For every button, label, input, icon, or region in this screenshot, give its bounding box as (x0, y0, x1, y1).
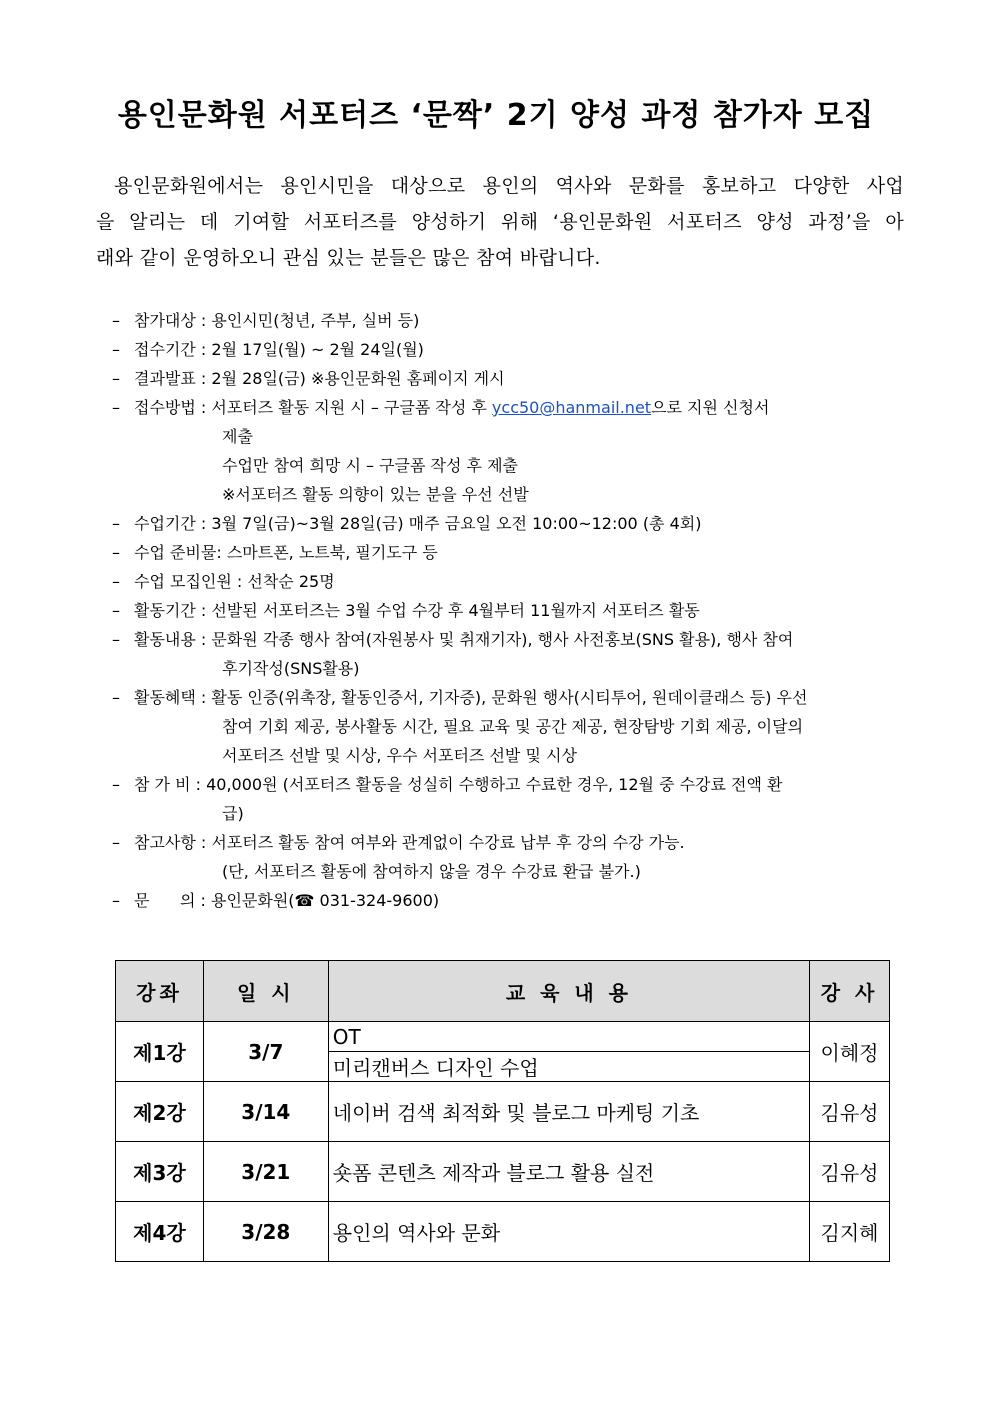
info-benefit-cont-1: 참여 기회 제공, 봉사활동 시간, 필요 교육 및 공간 제공, 현장탐방 기회 제공, 이달의 (222, 717, 804, 736)
page-title: 용인문화원 서포터즈 ‘문짝’ 2기 양성 과정 참가자 모집 (117, 98, 875, 133)
header-date: 일 시 (203, 961, 328, 1022)
intro-line-3 (96, 240, 904, 276)
table-row (116, 1022, 890, 1052)
intro-text-3: 래와 같이 운영하오니 관심 있는 분들은 많은 참여 바랍니다. (96, 247, 601, 269)
info-method-label: 접수방법 : (134, 398, 212, 417)
cell-instructor: 김지혜 (810, 1202, 890, 1262)
bullet-dash: – (112, 891, 120, 910)
intro-text-2: 을 알리는 데 기여할 서포터즈를 양성하기 위해 ‘용인문화원 서포터즈 양성 과정’을 아 (96, 211, 904, 233)
info-capacity: 수업 모집인원 : 선착순 25명 (134, 572, 335, 591)
list-item-fee (112, 770, 902, 799)
cell-instructor: 김유성 (810, 1142, 890, 1202)
info-note: 참고사항 : 서포터즈 활동 참여 여부와 관계없이 수강료 납부 후 강의 수강 가능. (134, 833, 685, 852)
info-list (112, 306, 902, 915)
list-item-inquiry (112, 886, 902, 915)
cell-date: 3/7 (203, 1022, 328, 1082)
table-header-row (116, 961, 890, 1022)
info-method-post: 으로 지원 신청서 (651, 398, 770, 417)
list-item-supplies (112, 538, 902, 567)
intro-line-2 (96, 204, 904, 240)
table-row (116, 1202, 890, 1262)
info-method-cont-2: 수업만 참여 희망 시 – 구글폼 작성 후 제출 (222, 456, 518, 475)
list-item-class-period (112, 509, 902, 538)
info-activity-period: 활동기간 : 선발된 서포터즈는 3월 수업 수강 후 4월부터 11월까지 서포터즈 활동 (134, 601, 700, 620)
cell-date: 3/21 (203, 1142, 328, 1202)
cell-topic: 숏폼 콘텐츠 제작과 블로그 활용 실전 (328, 1142, 809, 1202)
info-note-cont: (단, 서포터즈 활동에 참여하지 않을 경우 수강료 환급 불가.) (222, 862, 641, 881)
info-inquiry: 문 의 : 용인문화원(☎ 031-324-9600) (134, 891, 440, 910)
bullet-dash: – (112, 572, 120, 591)
list-item-capacity (112, 567, 902, 596)
header-topic: 교 육 내 용 (328, 961, 809, 1022)
bullet-dash: – (112, 398, 120, 417)
bullet-dash: – (112, 833, 120, 852)
schedule-table (115, 960, 890, 1262)
intro-paragraph (96, 168, 904, 276)
info-fee: 참 가 비 : 40,000원 (서포터즈 활동을 성실히 수행하고 수료한 경우, 12월 중 수강료 전액 환 (134, 775, 783, 794)
info-method-cont-1: 제출 (222, 427, 253, 446)
info-benefit: 활동혜택 : 활동 인증(위촉장, 활동인증서, 기자증), 문화원 행사(시티투어, 원데이클래스 등) 우선 (134, 688, 808, 707)
info-result: 결과발표 : 2월 28일(금) ※용인문화원 홈페이지 게시 (134, 369, 505, 388)
bullet-dash: – (112, 601, 120, 620)
info-target: 참가대상 : 용인시민(청년, 주부, 실버 등) (134, 311, 420, 330)
info-content-cont: 후기작성(SNS활용) (222, 659, 360, 678)
header-instructor: 강 사 (810, 961, 890, 1022)
list-item-method (112, 393, 902, 422)
bullet-dash: – (112, 630, 120, 649)
cell-instructor: 김유성 (810, 1082, 890, 1142)
cell-topic: OT (328, 1022, 809, 1052)
table-row (116, 1142, 890, 1202)
info-period: 접수기간 : 2월 17일(월) ~ 2월 24일(월) (134, 340, 424, 359)
intro-text-1: 용인문화원에서는 용인시민을 대상으로 용인의 역사와 문화를 홍보하고 다양한 사업 (114, 175, 904, 197)
info-method-pre: 서포터즈 활동 지원 시 – 구글폼 작성 후 (211, 398, 492, 417)
header-lecture: 강좌 (116, 961, 204, 1022)
info-content: 활동내용 : 문화원 각종 행사 참여(자원봉사 및 취재기자), 행사 사전홍보(SNS 활용), 행사 참여 (134, 630, 794, 649)
bullet-dash: – (112, 311, 120, 330)
bullet-dash: – (112, 543, 120, 562)
info-benefit-cont-2: 서포터즈 선발 및 시상, 우수 서포터즈 선발 및 시상 (222, 746, 577, 765)
info-supplies: 수업 준비물: 스마트폰, 노트북, 필기도구 등 (134, 543, 438, 562)
bullet-dash: – (112, 775, 120, 794)
cell-date: 3/14 (203, 1082, 328, 1142)
cell-lecture: 제2강 (116, 1082, 204, 1142)
cell-lecture: 제3강 (116, 1142, 204, 1202)
list-item-target (112, 306, 902, 335)
info-method-cont-3: ※서포터즈 활동 의향이 있는 분을 우선 선발 (222, 485, 529, 504)
bullet-dash: – (112, 340, 120, 359)
cell-lecture: 제4강 (116, 1202, 204, 1262)
list-item-result (112, 364, 902, 393)
email-link[interactable]: ycc50@hanmail.net (491, 398, 652, 417)
list-item-period (112, 335, 902, 364)
bullet-dash: – (112, 369, 120, 388)
table-row (116, 1082, 890, 1142)
cell-lecture: 제1강 (116, 1022, 204, 1082)
bullet-dash: – (112, 688, 120, 707)
list-item-benefit (112, 683, 902, 712)
list-item-content (112, 625, 902, 654)
cell-topic-2: 미리캔버스 디자인 수업 (328, 1052, 809, 1082)
info-fee-cont: 급) (222, 804, 244, 823)
intro-line-1 (96, 168, 904, 204)
cell-instructor: 이혜정 (810, 1022, 890, 1082)
cell-topic: 용인의 역사와 문화 (328, 1202, 809, 1262)
list-item-activity-period (112, 596, 902, 625)
cell-topic: 네이버 검색 최적화 및 블로그 마케팅 기초 (328, 1082, 809, 1142)
info-method (211, 393, 769, 422)
cell-date: 3/28 (203, 1202, 328, 1262)
bullet-dash: – (112, 514, 120, 533)
info-class-period: 수업기간 : 3월 7일(금)~3월 28일(금) 매주 금요일 오전 10:00~12:00 (총 4회) (134, 514, 702, 533)
list-item-note (112, 828, 902, 857)
